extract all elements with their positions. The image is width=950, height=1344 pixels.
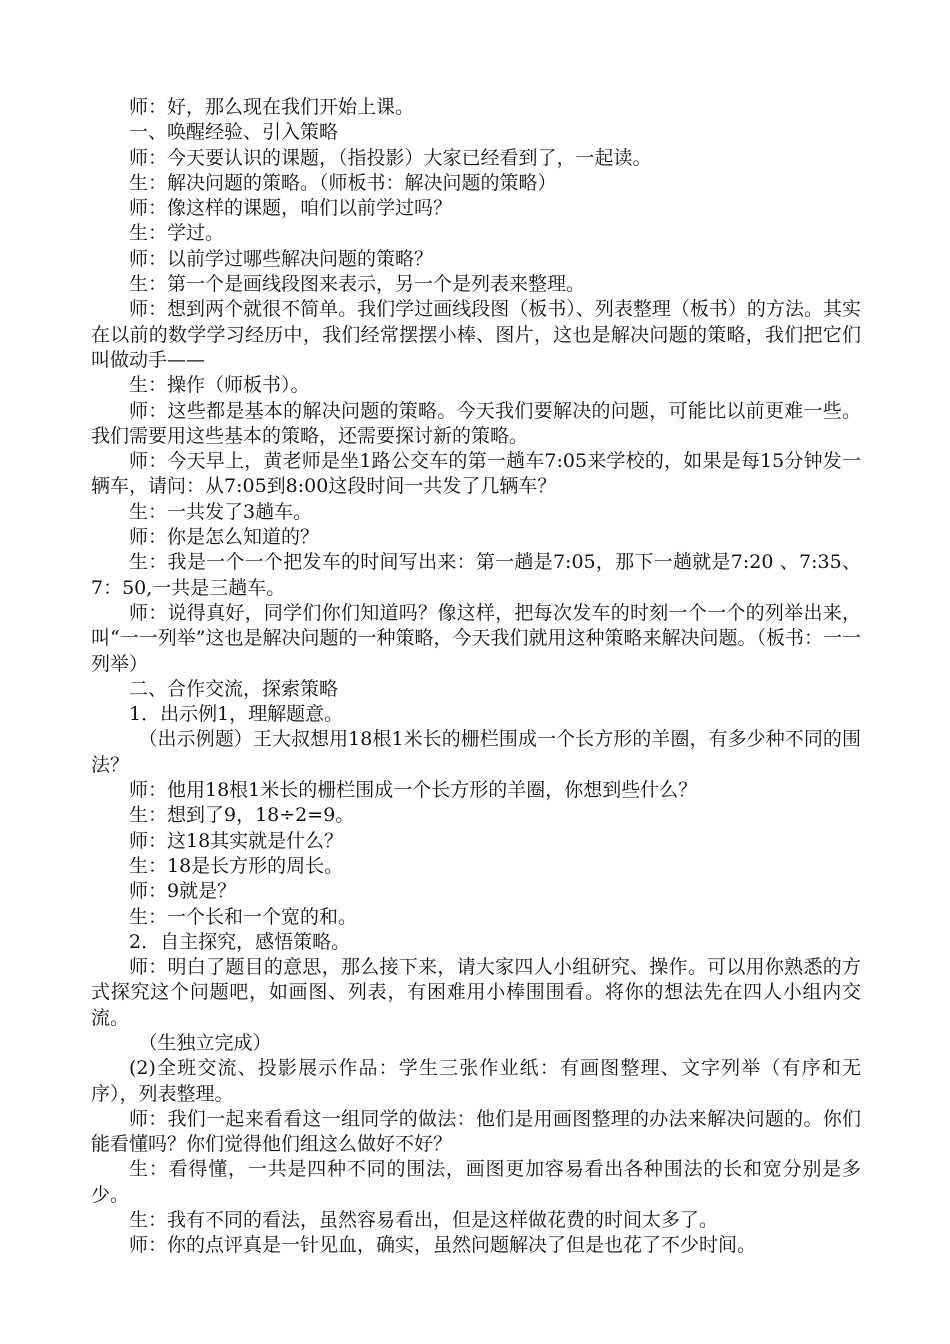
paragraph: 师：你的点评真是一针见血，确实，虽然问题解决了但是也花了不少时间。 xyxy=(129,1234,757,1257)
paragraph: 生：我是一个一个把发车的时间写出来：第一趟是7:05，那下一趟就是7:20 、7:35、7：50,一共是三趟车。 xyxy=(91,551,861,599)
paragraph: 师：这18其实就是什么？ xyxy=(129,829,344,852)
paragraph: 生：我有不同的看法，虽然容易看出，但是这样做花费的时间太多了。 xyxy=(129,1209,719,1232)
paragraph: 生：一共发了3趟车。 xyxy=(129,500,313,523)
paragraph: 师：今天要认识的课题，（指投影）大家已经看到了，一起读。 xyxy=(129,146,652,169)
subsection-heading: 2．自主探究，感悟策略。 xyxy=(129,930,351,953)
paragraph: 师：9就是？ xyxy=(129,880,237,903)
paragraph: 生：第一个是画线段图来表示，另一个是列表来整理。 xyxy=(129,273,586,296)
paragraph: 师：明白了题目的意思，那么接下来，请大家四人小组研究、操作。可以用你熟悉的方式探究这个问题吧，如画图、列表，有困难用小棒围围看。将你的想法先在四人小组内交流。 xyxy=(91,956,861,1029)
paragraph: 生：操作（师板书）。 xyxy=(129,374,310,397)
paragraph: 师：你是怎么知道的？ xyxy=(129,526,320,549)
paragraph: 师：像这样的课题，咱们以前学过吗？ xyxy=(129,197,453,220)
paragraph: 师：他用18根1米长的栅栏围成一个长方形的羊圈，你想到些什么？ xyxy=(129,779,698,802)
paragraph: 师：今天早上，黄老师是坐1路公交车的第一趟车7:05来学校的，如果是每15分钟发一辆车，请问：从7:05到8:00这段时间一共发了几辆车？ xyxy=(91,450,861,498)
paragraph: 生：想到了9，18÷2=9。 xyxy=(129,804,355,827)
paragraph: 师：说得真好，同学们你们知道吗？像这样，把每次发车的时刻一个一个的列举出来，叫“一一列举”这也是解决问题的一种策略，今天我们就用这种策略来解决问题。（板书：一一列举） xyxy=(91,601,861,675)
paragraph: （生独立完成） xyxy=(138,1031,272,1054)
paragraph: 生：解决问题的策略。（师板书：解决问题的策略） xyxy=(129,171,557,194)
document-page xyxy=(91,95,861,1259)
paragraph: 生：看得懂，一共是四种不同的围法，画图更加容易看出各种围法的长和宽分别是多少。 xyxy=(91,1158,861,1206)
paragraph: (2)全班交流、投影展示作品：学生三张作业纸：有画图整理、文字列举（有序和无序），列表整理。 xyxy=(91,1057,861,1105)
paragraph: 生：18是长方形的周长。 xyxy=(129,854,344,877)
section-heading: 二、合作交流，探索策略 xyxy=(129,677,339,700)
paragraph: 生：一个长和一个宽的和。 xyxy=(129,905,358,928)
paragraph: 师：这些都是基本的解决问题的策略。今天我们要解决的问题，可能比以前更难一些。我们需要用这些基本的策略，还需要探讨新的策略。 xyxy=(91,399,861,447)
paragraph: 师：以前学过哪些解决问题的策略？ xyxy=(129,247,434,270)
paragraph: 生：学过。 xyxy=(129,222,225,245)
subsection-heading: 1．出示例1，理解题意。 xyxy=(129,703,344,726)
paragraph: 师：我们一起来看看这一组同学的做法：他们是用画图整理的办法来解决问题的。你们能看懂吗？你们觉得他们组这么做好不好？ xyxy=(91,1107,861,1156)
paragraph: （出示例题）王大叔想用18根1米长的栅栏围成一个长方形的羊圈，有多少种不同的围法？ xyxy=(91,728,861,776)
section-heading: 一、唤醒经验、引入策略 xyxy=(129,121,339,144)
paragraph: 师：想到两个就很不简单。我们学过画线段图（板书）、列表整理（板书）的方法。其实在以前的数学学习经历中，我们经常摆摆小棒、图片，这也是解决问题的策略，我们把它们叫做动手—— xyxy=(91,298,861,371)
paragraph: 师：好，那么现在我们开始上课。 xyxy=(129,96,415,118)
